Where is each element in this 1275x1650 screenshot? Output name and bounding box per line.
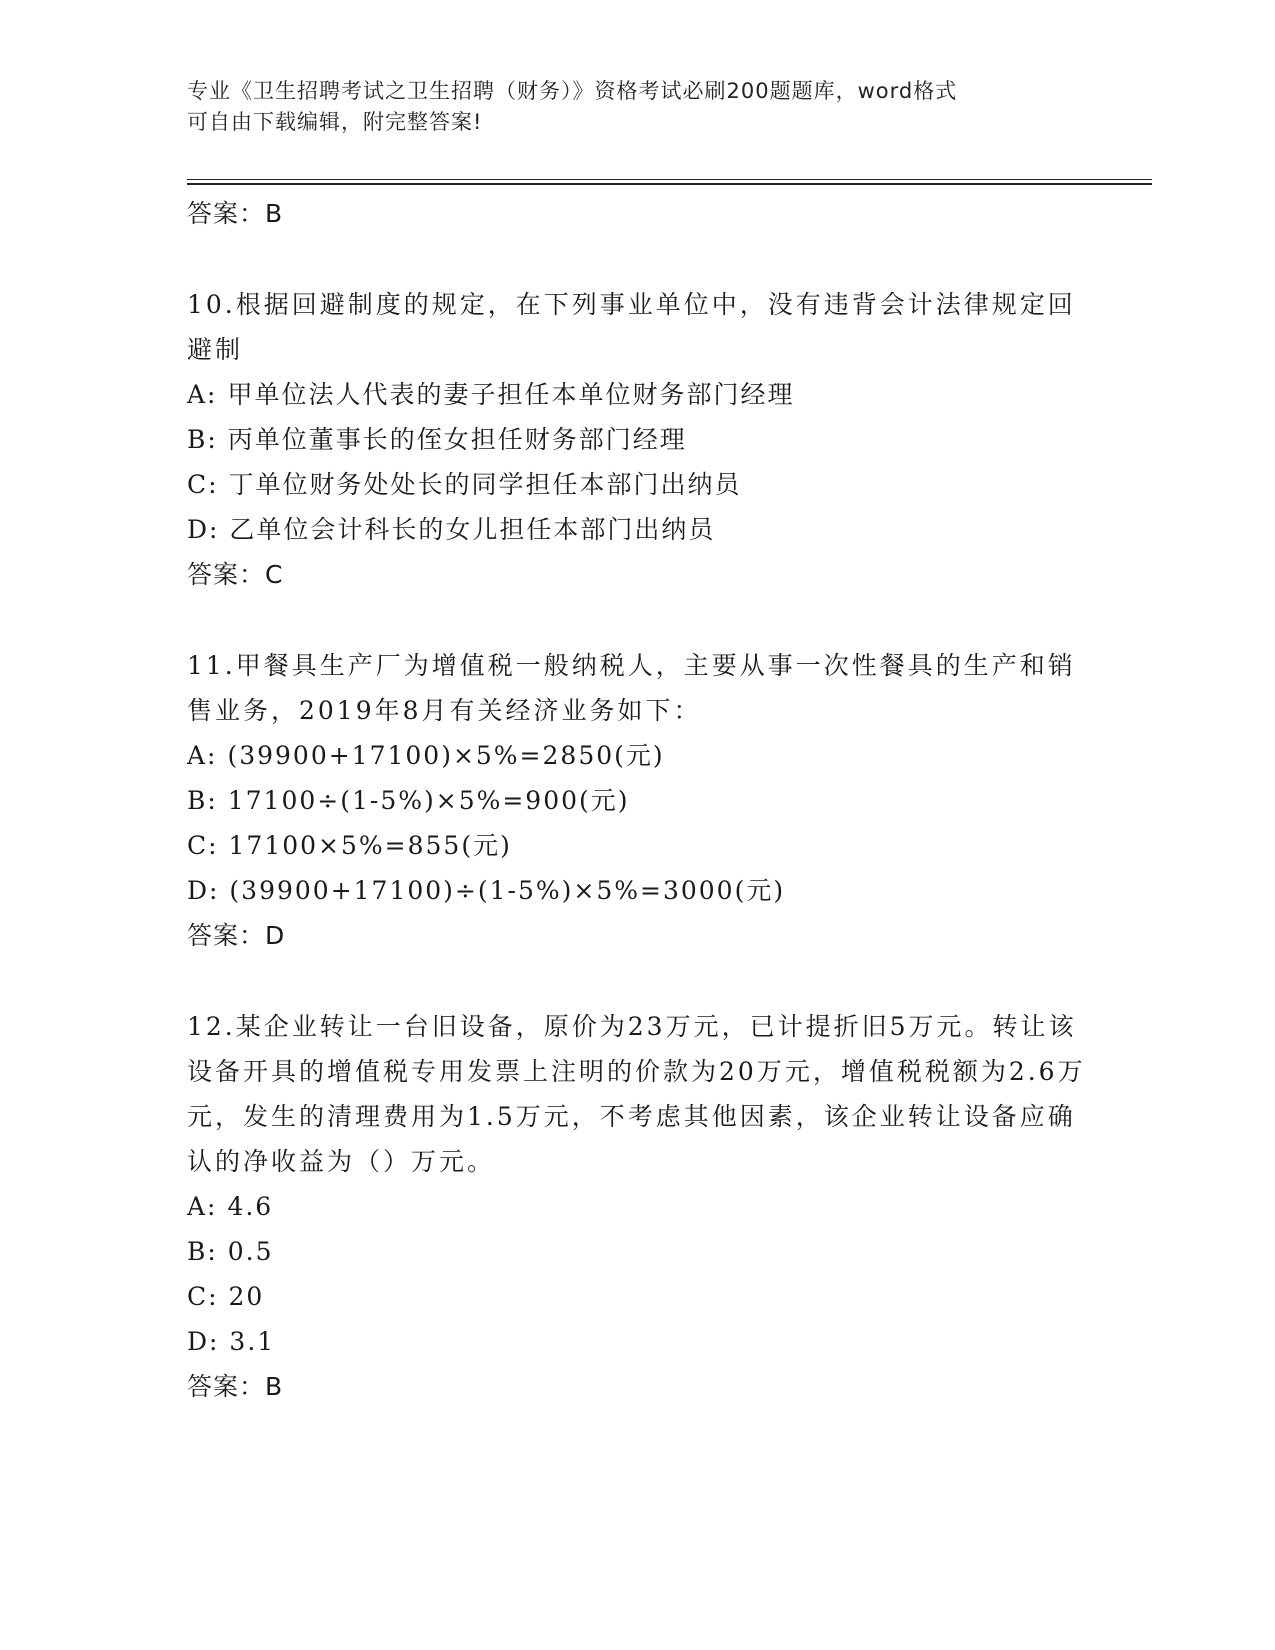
option-key: D: — [187, 515, 220, 544]
option-d — [187, 507, 1087, 552]
option-text: 4.6 — [227, 1192, 274, 1221]
header-divider-thin — [187, 179, 1152, 180]
option-key: C: — [187, 470, 219, 499]
previous-answer: 答案：B — [187, 199, 284, 228]
header-line-1: 专业《卫生招聘考试之卫生招聘（财务）》资格考试必刷200题题库，word格式 — [187, 79, 958, 103]
option-key: A: — [187, 1192, 218, 1221]
question-block — [187, 1004, 1087, 1409]
question-answer: 答案：B — [187, 1372, 284, 1401]
option-d — [187, 868, 1087, 913]
question-block — [187, 282, 1087, 597]
question-text: 12.某企业转让一台旧设备，原价为23万元，已计提折旧5万元。转让该设备开具的增值税专用发票上注明的价款为20万元，增值税税额为2.6万元，发生的清理费用为1.5万元，不考虑其他因素，该企业转让设备应确认的净收益为（）万元。 — [187, 1012, 1086, 1176]
option-text: 甲单位法人代表的妻子担任本单位财务部门经理 — [227, 380, 795, 409]
option-text: 17100×5%=855(元) — [228, 831, 512, 860]
option-text: 丁单位财务处处长的同学担任本部门出纳员 — [228, 470, 742, 499]
header-line-2: 可自由下载编辑，附完整答案! — [187, 110, 483, 134]
header-divider-thick — [187, 183, 1152, 185]
option-text: 20 — [228, 1282, 265, 1311]
option-text: 丙单位董事长的侄女担任财务部门经理 — [227, 425, 687, 454]
question-text: 10.根据回避制度的规定，在下列事业单位中，没有违背会计法律规定回避制 — [187, 290, 1076, 364]
option-b — [187, 778, 1087, 823]
option-c — [187, 1274, 1087, 1319]
option-c — [187, 823, 1087, 868]
option-b — [187, 417, 1087, 462]
option-text: 乙单位会计科长的女儿担任本部门出纳员 — [229, 515, 716, 544]
question-answer: 答案：C — [187, 560, 284, 589]
document-body — [187, 191, 1087, 1409]
option-text: (39900+17100)×5%=2850(元) — [227, 741, 665, 770]
option-text: 17100÷(1-5%)×5%=900(元) — [227, 786, 630, 815]
option-key: A: — [187, 380, 218, 409]
option-d — [187, 1319, 1087, 1364]
option-text: (39900+17100)÷(1-5%)×5%=3000(元) — [229, 876, 786, 905]
option-a — [187, 733, 1087, 778]
option-text: 3.1 — [229, 1327, 276, 1356]
document-header — [187, 76, 1067, 138]
option-key: D: — [187, 1327, 220, 1356]
option-key: B: — [187, 1237, 218, 1266]
option-text: 0.5 — [227, 1237, 274, 1266]
question-block — [187, 643, 1087, 958]
option-key: B: — [187, 786, 218, 815]
question-text: 11.甲餐具生产厂为增值税一般纳税人，主要从事一次性餐具的生产和销售业务，2019年8月有关经济业务如下： — [187, 651, 1076, 725]
question-answer: 答案：D — [187, 921, 286, 950]
option-c — [187, 462, 1087, 507]
option-key: C: — [187, 1282, 219, 1311]
option-key: D: — [187, 876, 220, 905]
option-a — [187, 372, 1087, 417]
option-b — [187, 1229, 1087, 1274]
option-key: B: — [187, 425, 218, 454]
option-a — [187, 1184, 1087, 1229]
option-key: C: — [187, 831, 219, 860]
option-key: A: — [187, 741, 218, 770]
